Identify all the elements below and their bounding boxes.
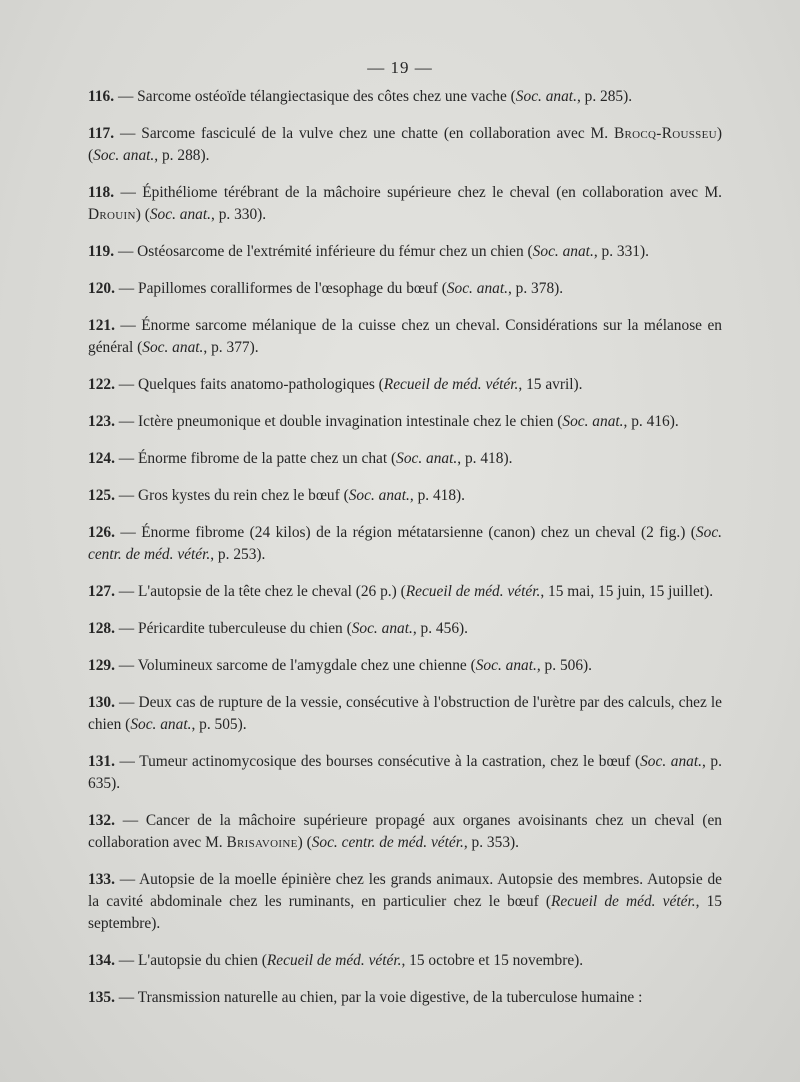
bibliography-entry: 129. — Volumineux sarcome de l'amygdale chez une chienne (Soc. anat., p. 506). [88,657,593,674]
page-number: — 19 — [367,58,433,77]
bibliography-entry: 116. — Sarcome ostéoïde télangiectasique des côtes chez une vache (Soc. anat., p. 285). [88,88,633,105]
bibliography-entry: 128. — Péricardite tuberculeuse du chien (Soc. anat., p. 456). [88,620,468,637]
bibliography-entry: 122. — Quelques faits anatomo-pathologiques (Recueil de méd. vétér., 15 avril). [88,376,583,393]
bibliography-entry: 123. — Ictère pneumonique et double invagination intestinale chez le chien (Soc. anat., p. 416). [88,413,679,430]
bibliography-entry: 132. — Cancer de la mâchoire supérieure propagé aux organes avoisinants chez un cheval (en collaboration avec M. Brisavoine) (Soc. centr. de méd. vétér., p. 353). [88,812,722,851]
bibliography-entry: 134. — L'autopsie du chien (Recueil de méd. vétér., 15 octobre et 15 novembre). [88,952,584,969]
bibliography-entry: 120. — Papillomes coralliformes de l'œsophage du bœuf (Soc. anat., p. 378). [88,280,564,297]
bibliography-entry: 118. — Épithéliome térébrant de la mâchoire supérieure chez le cheval (en collaboration avec M. Drouin) (Soc. anat., p. 330). [88,184,722,223]
bibliography-entry: 119. — Ostéosarcome de l'extrémité inférieure du fémur chez un chien (Soc. anat., p. 331). [88,243,649,260]
bibliography-entry: 135. — Transmission naturelle au chien, par la voie digestive, de la tuberculose humaine : [88,989,643,1006]
bibliography-entry: 127. — L'autopsie de la tête chez le cheval (26 p.) (Recueil de méd. vétér., 15 mai, 15 juin, 15 juillet). [88,583,714,600]
bibliography-list [88,86,722,1024]
bibliography-entry: 130. — Deux cas de rupture de la vessie, consécutive à l'obstruction de l'urètre par des calculs, chez le chien (Soc. anat., p. 505). [88,694,722,733]
bibliography-entry: 126. — Énorme fibrome (24 kilos) de la région métatarsienne (canon) chez un cheval (2 fig.) (Soc. centr. de méd. vétér., p. 253). [88,524,722,563]
bibliography-entry: 131. — Tumeur actinomycosique des bourses consécutive à la castration, chez le bœuf (Soc. anat., p. 635). [88,753,722,792]
bibliography-entry: 121. — Énorme sarcome mélanique de la cuisse chez un cheval. Considérations sur la mélanose en général (Soc. anat., p. 377). [88,317,722,356]
bibliography-entry: 124. — Énorme fibrome de la patte chez un chat (Soc. anat., p. 418). [88,450,513,467]
bibliography-entry: 117. — Sarcome fasciculé de la vulve chez une chatte (en collaboration avec M. Brocq-Rousseu) (Soc. anat., p. 288). [88,125,722,164]
bibliography-entry: 133. — Autopsie de la moelle épinière chez les grands animaux. Autopsie des membres. Autopsie de la cavité abdominale chez les ruminants, en particulier chez le bœuf (Recueil de méd. vétér., 15 septembre). [88,871,722,932]
bibliography-entry: 125. — Gros kystes du rein chez le bœuf (Soc. anat., p. 418). [88,487,466,504]
